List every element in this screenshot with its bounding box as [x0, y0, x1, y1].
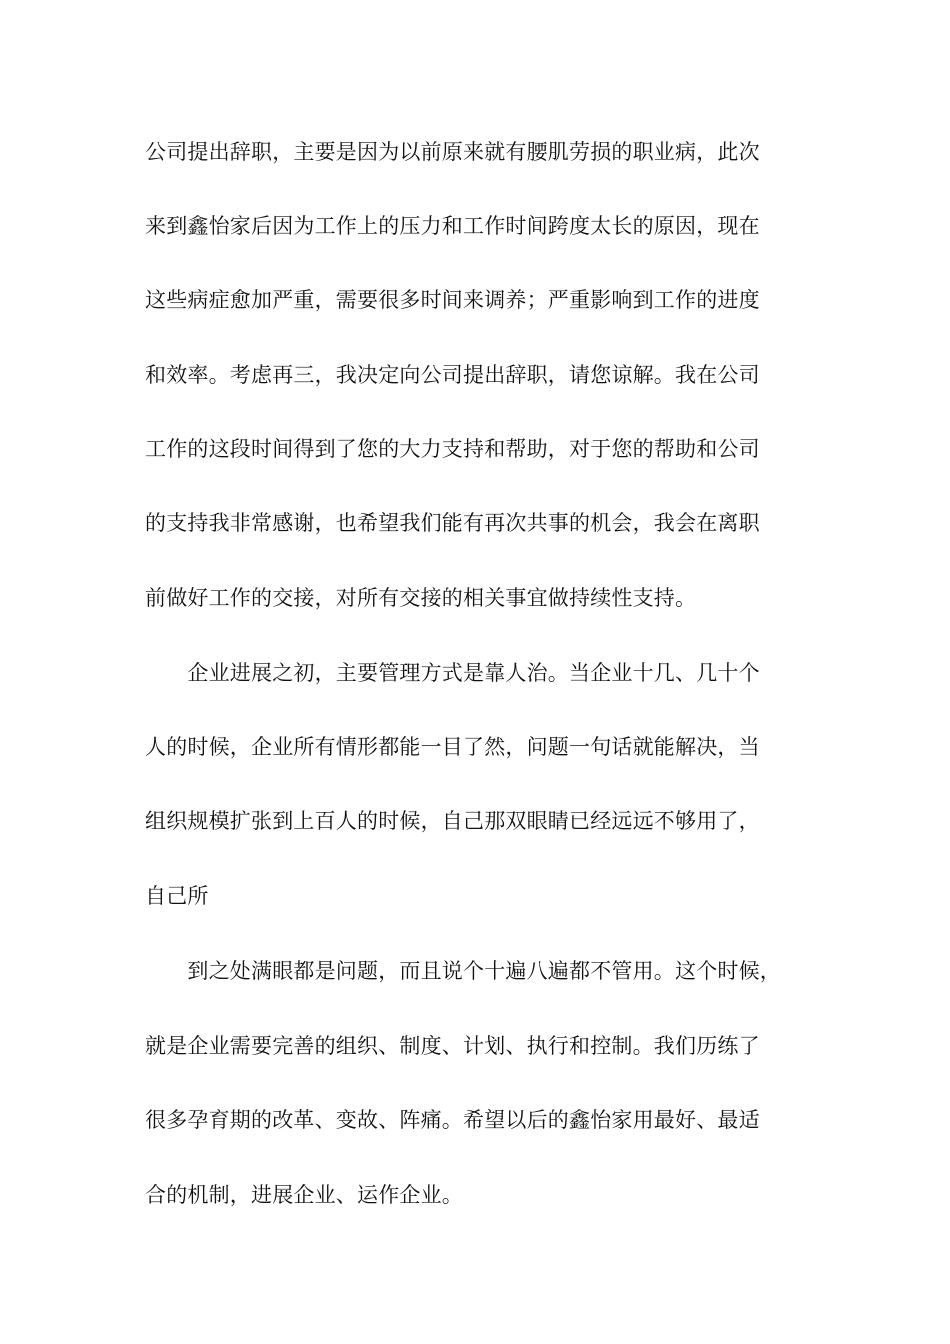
text-line-10: 组织规模扩张到上百人的时候，自己那双眼睛已经远远不够用了，: [145, 809, 760, 833]
text-line-4: 和效率。考虑再三，我决定向公司提出辞职，请您谅解。我在公司: [145, 363, 760, 387]
text-line-9: 人的时候，企业所有情形都能一目了然，问题一句话就能解决，当: [145, 735, 760, 759]
text-line-6: 的支持我非常感谢，也希望我们能有再次共事的机会，我会在离职: [145, 511, 760, 535]
text-line-11: 自己所: [145, 884, 209, 908]
text-line-3: 这些病症愈加严重，需要很多时间来调养；严重影响到工作的进度: [145, 288, 760, 312]
text-line-14: 很多孕育期的改革、变故、阵痛。希望以后的鑫怡家用最好、最适: [145, 1108, 760, 1132]
text-line-12: 到之处满眼都是问题，而且说个十遍八遍都不管用。这个时候，: [145, 959, 781, 983]
text-line-1: 公司提出辞职，主要是因为以前原来就有腰肌劳损的职业病，此次: [145, 140, 760, 164]
text-line-13: 就是企业需要完善的组织、制度、计划、执行和控制。我们历练了: [145, 1034, 760, 1058]
text-line-2: 来到鑫怡家后因为工作上的压力和工作时间跨度太长的原因，现在: [145, 214, 760, 238]
text-line-7: 前做好工作的交接，对所有交接的相关事宜做持续性支持。: [145, 586, 697, 610]
text-line-5: 工作的这段时间得到了您的大力支持和帮助，对于您的帮助和公司: [145, 437, 760, 461]
text-line-8: 企业进展之初，主要管理方式是靠人治。当企业十几、几十个: [145, 661, 760, 685]
text-line-15: 合的机制，进展企业、运作企业。: [145, 1183, 463, 1207]
